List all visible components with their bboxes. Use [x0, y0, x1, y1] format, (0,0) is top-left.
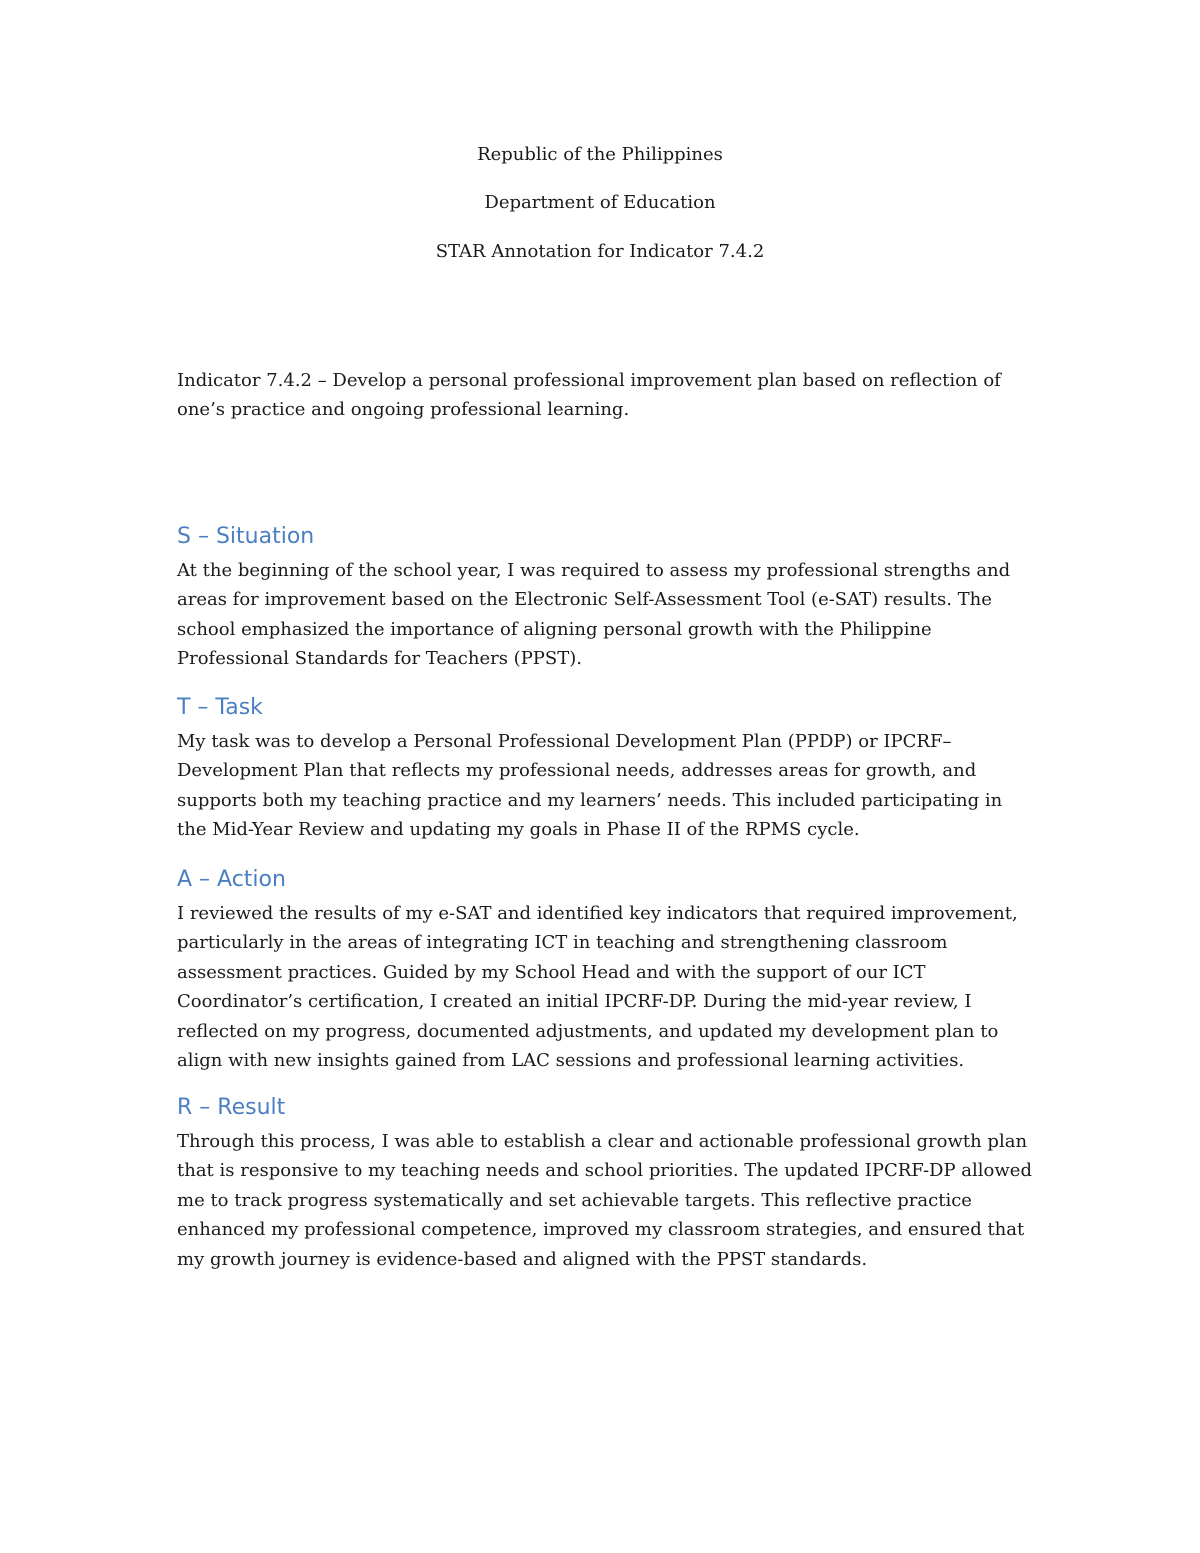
task-body: My task was to develop a Personal Professional Development Plan (PPDP) or IPCRF–Development Plan that reflects my professional needs, addresses areas for growth, and supports both my teaching practice and my learners’ needs. This included participating in the Mid-Year Review and updating my goals in Phase II of the RPMS cycle. [177, 731, 1003, 841]
republic-line: Republic of the Philippines [477, 144, 723, 165]
task-heading: T – Task [177, 695, 263, 720]
indicator-description: Indicator 7.4.2 – Develop a personal professional improvement plan based on reflection of one’s practice and ongoing professional learning. [177, 370, 1001, 420]
result-body: Through this process, I was able to establish a clear and actionable professional growth plan that is responsive to my teaching needs and school priorities. The updated IPCRF-DP allowed me to track progress systematically and set achievable targets. This reflective practice enhanced my professional competence, improved my classroom strategies, and ensured that my growth journey is evidence-based and aligned with the PPST standards. [177, 1131, 1032, 1270]
document-title: STAR Annotation for Indicator 7.4.2 [435, 241, 765, 262]
result-heading: R – Result [177, 1095, 286, 1120]
situation-heading: S – Situation [177, 524, 315, 549]
department-line: Department of Education [484, 192, 716, 213]
action-body: I reviewed the results of my e-SAT and identified key indicators that required improvement, particularly in the areas of integrating ICT in teaching and strengthening classroom assessment practices. Guided by my School Head and with the support of our ICT Coordinator’s certification, I created an initial IPCRF-DP. During the mid-year review, I reflected on my progress, documented adjustments, and updated my development plan to align with new insights gained from LAC sessions and professional learning activities. [177, 903, 1018, 1072]
situation-body: At the beginning of the school year, I was required to assess my professional strengths and areas for improvement based on the Electronic Self-Assessment Tool (e-SAT) results. The school emphasized the importance of aligning personal growth with the Philippine Professional Standards for Teachers (PPST). [177, 560, 1011, 670]
action-heading: A – Action [177, 867, 286, 892]
